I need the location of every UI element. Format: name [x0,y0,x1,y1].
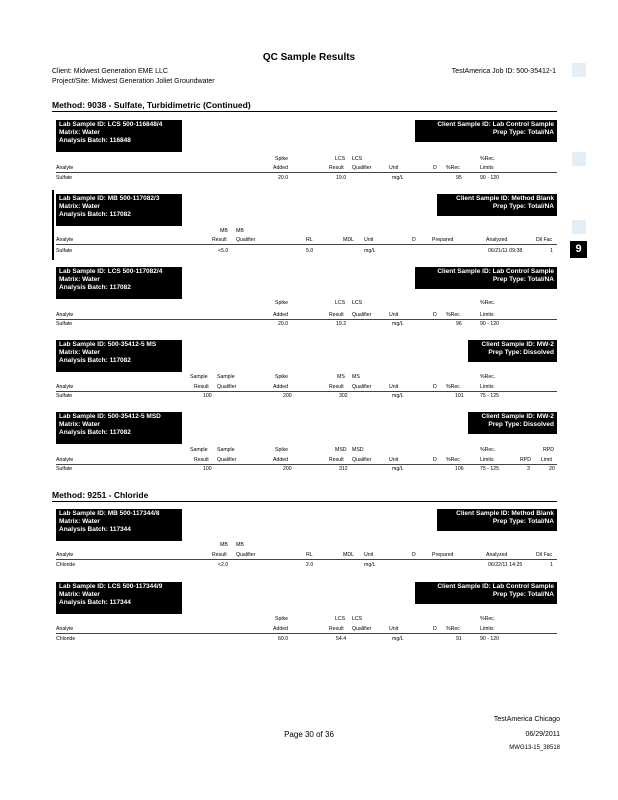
header-rule [56,391,557,392]
col-head: D [412,552,416,558]
col-head: Qualifier [217,457,237,463]
col-head: Result [329,457,344,463]
col-head: Unit [389,312,399,318]
col-head: Added [273,165,289,171]
value-cell: mg/L [392,636,404,642]
lab-sample-id: Lab Sample ID: 500-35412-5 MS [59,341,157,348]
value-cell: 95 [456,175,462,181]
project-site: Project/Site: Midwest Generation Joliet Groundwater [52,78,215,85]
prep-type: Prep Type: Total/NA [492,129,554,137]
col-head: RL [306,237,313,243]
method-rule [52,501,557,502]
col-head: Limits [480,457,494,463]
value-cell: 302 [339,393,348,399]
col-head: Added [273,626,289,632]
side-tab-ghost [572,152,586,166]
col-head: D [433,457,437,463]
header-rule [56,172,557,173]
col-head: LCS [352,156,363,162]
col-head: Qualifier [352,457,372,463]
matrix: Matrix: Water [59,349,100,357]
col-head: Spike [275,156,288,162]
col-head: RL [306,552,313,558]
lab-sample-block [56,509,182,541]
analysis-batch: Analysis Batch: 117082 [59,429,131,437]
value-cell: 96 [456,321,462,327]
value-cell: 200 [283,466,292,472]
value-cell: mg/L [392,175,404,181]
value-cell: 1 [550,248,553,254]
analysis-batch: Analysis Batch: 117082 [59,211,131,219]
col-head: Analyte [56,626,74,632]
col-head: MDL [343,552,354,558]
analysis-batch: Analysis Batch: 117082 [59,357,131,365]
client-sample-id: Client Sample ID: Method Blank [456,195,554,202]
prep-type: Prep Type: Dissolved [488,349,554,357]
col-head: LCS [335,300,346,306]
client-sample-block [437,509,557,531]
prep-type: Prep Type: Total/NA [492,518,554,526]
change-bar [52,190,54,260]
value-cell: 2.0 [306,562,314,568]
col-head: Spike [275,447,288,453]
col-head: Unit [364,237,374,243]
col-head: MB [220,542,228,548]
col-head: Result [212,237,227,243]
col-head: D [433,312,437,318]
analyte-cell: Sulfate [56,248,73,254]
col-head: Result [194,457,209,463]
col-head: RPD [543,447,554,453]
col-head: LCS [335,616,346,622]
job-id: TestAmerica Job ID: 500-35412-1 [451,68,556,75]
client-sample-block [415,582,557,604]
col-head: Prepared [432,237,454,243]
col-head: Sample [190,447,208,453]
header-rule [56,319,557,320]
value-cell: 06/21/11 09:38 [488,248,523,254]
col-head: Qualifier [352,312,372,318]
value-cell: 100 [203,466,212,472]
col-head: Added [273,457,289,463]
col-head: Analyte [56,237,74,243]
col-head: Result [329,384,344,390]
lab-sample-block [56,340,182,372]
matrix: Matrix: Water [59,421,100,429]
col-head: Qualifier [236,237,256,243]
matrix: Matrix: Water [59,276,100,284]
matrix: Matrix: Water [59,203,100,211]
value-cell: 5.0 [306,248,314,254]
prep-type: Prep Type: Dissolved [488,421,554,429]
col-head: Added [273,384,289,390]
col-head: D [433,626,437,632]
lab-sample-id: Lab Sample ID: LCS 500-117082/4 [59,268,163,275]
col-head: LCS [352,616,363,622]
col-head: MS [352,374,360,380]
col-head: Result [329,626,344,632]
client-sample-id: Client Sample ID: Method Blank [456,510,554,517]
value-cell: 20 [549,466,555,472]
value-cell: 20.0 [278,175,289,181]
client-sample-block [468,340,557,362]
header-rule [56,559,557,560]
analysis-batch: Analysis Batch: 117344 [59,526,131,534]
matrix: Matrix: Water [59,129,100,137]
value-cell: 19.0 [336,175,347,181]
header-rule [56,244,557,245]
lab-sample-id: Lab Sample ID: 500-35412-5 MSD [59,413,161,420]
analyte-cell: Chloride [56,636,76,642]
document-id: MWG13-15_38518 [509,745,560,751]
col-head: Limits [480,384,494,390]
client-sample-block [437,194,557,216]
col-head: Qualifier [352,384,372,390]
client-sample-id: Client Sample ID: Lab Control Sample [437,121,554,128]
col-head: D [433,384,437,390]
matrix: Matrix: Water [59,518,100,526]
value-cell: <2.0 [218,562,229,568]
col-head: D [412,237,416,243]
col-head: Limit [541,457,552,463]
col-head: MS [337,374,345,380]
col-head: Limits [480,626,494,632]
col-head: Qualifier [352,165,372,171]
col-head: Spike [275,374,288,380]
col-head: Qualifier [217,384,237,390]
lab-sample-block [56,412,182,444]
page-title: QC Sample Results [262,52,356,63]
prep-type: Prep Type: Total/NA [492,276,554,284]
col-head: Dil Fac [536,552,553,558]
col-head: Analyte [56,457,74,463]
col-head: MSD [352,447,364,453]
value-cell: 75 - 125 [480,466,500,472]
col-head: Result [212,552,227,558]
col-head: Unit [389,626,399,632]
value-cell: 90 - 120 [480,321,500,327]
col-head: LCS [335,156,346,162]
value-cell: 200 [283,393,292,399]
value-cell: 3 [527,466,530,472]
lab-sample-id: Lab Sample ID: MB 500-117082/3 [59,195,160,202]
client-sample-block [415,267,557,289]
value-cell: mg/L [364,248,376,254]
col-head: Result [329,312,344,318]
client-sample-id: Client Sample ID: Lab Control Sample [437,268,554,275]
value-cell: 90 - 120 [480,175,500,181]
col-head: Dil Fac [536,237,553,243]
lab-sample-id: Lab Sample ID: MB 500-117344/8 [59,510,160,517]
col-head: Analyte [56,312,74,318]
col-head: LCS [352,300,363,306]
analysis-batch: Analysis Batch: 117344 [59,599,131,607]
col-head: Unit [389,457,399,463]
analysis-batch: Analysis Batch: 116848 [59,137,131,145]
method-heading: Method: 9251 - Chloride [52,490,149,500]
col-head: Analyzed [486,237,508,243]
col-head: RPD [520,457,531,463]
col-head: Analyzed [486,552,508,558]
value-cell: 91 [456,636,462,642]
lab-sample-block [56,194,182,226]
col-head: MB [236,228,244,234]
col-head: Limits [480,312,494,318]
client-name: Client: Midwest Generation EME LLC [52,68,168,75]
lab-sample-block [56,120,182,152]
col-head: Sample [217,374,235,380]
value-cell: 06/22/11 14:25 [488,562,523,568]
value-cell: 19.2 [336,321,347,327]
col-head: MB [220,228,228,234]
client-sample-block [468,412,557,434]
method-heading: Method: 9038 - Sulfate, Turbidimetric (Continued) [52,100,251,110]
col-head: Analyte [56,384,74,390]
value-cell: <5.0 [218,248,229,254]
value-cell: 20.0 [278,321,289,327]
analyte-cell: Sulfate [56,393,73,399]
col-head: Unit [389,384,399,390]
value-cell: 1 [550,562,553,568]
value-cell: 101 [455,393,464,399]
lab-sample-id: Lab Sample ID: LCS 500-117344/9 [59,583,163,590]
col-head: Analyte [56,552,74,558]
value-cell: 90 - 120 [480,636,500,642]
analyte-cell: Sulfate [56,175,73,181]
col-head: %Rec [446,384,460,390]
col-head: Added [273,312,289,318]
col-head: Qualifier [236,552,256,558]
footer-date: 06/29/2011 [525,731,560,738]
col-head: %Rec [446,457,460,463]
col-head: %Rec [446,626,460,632]
col-head: %Rec. [480,156,496,162]
value-cell: mg/L [364,562,376,568]
col-head: Spike [275,616,288,622]
col-head: D [433,165,437,171]
prep-type: Prep Type: Total/NA [492,203,554,211]
side-tab-ghost [572,63,586,77]
col-head: %Rec. [480,616,496,622]
value-cell: 75 - 125 [480,393,500,399]
col-head: Prepared [432,552,454,558]
header-rule [56,633,557,634]
col-head: %Rec [446,312,460,318]
col-head: Spike [275,300,288,306]
value-cell: mg/L [392,393,404,399]
col-head: %Rec [446,165,460,171]
lab-sample-id: Lab Sample ID: LCS 500-116848/4 [59,121,163,128]
client-sample-id: Client Sample ID: Lab Control Sample [437,583,554,590]
col-head: MSD [335,447,347,453]
col-head: Unit [364,552,374,558]
side-tab-ghost [572,220,586,234]
col-head: %Rec. [480,447,496,453]
value-cell: 60.0 [278,636,289,642]
method-rule [52,111,557,112]
col-head: %Rec. [480,374,496,380]
col-head: %Rec. [480,300,496,306]
col-head: Analyte [56,165,74,171]
value-cell: mg/L [392,466,404,472]
client-sample-block [415,120,557,142]
col-head: Result [329,165,344,171]
footer-lab: TestAmerica Chicago [493,716,560,723]
col-head: Result [194,384,209,390]
analyte-cell: Sulfate [56,466,73,472]
prep-type: Prep Type: Total/NA [492,591,554,599]
col-head: MB [236,542,244,548]
lab-sample-block [56,267,182,299]
col-head: Unit [389,165,399,171]
analysis-batch: Analysis Batch: 117082 [59,284,131,292]
page-number: Page 30 of 36 [284,730,334,739]
col-head: Sample [190,374,208,380]
side-tab-9: 9 [570,241,587,258]
value-cell: 100 [203,393,212,399]
col-head: Qualifier [352,626,372,632]
value-cell: 54.4 [336,636,347,642]
value-cell: 312 [339,466,348,472]
matrix: Matrix: Water [59,591,100,599]
col-head: MDL [343,237,354,243]
client-sample-id: Client Sample ID: MW-2 [481,413,554,420]
value-cell: mg/L [392,321,404,327]
lab-sample-block [56,582,182,614]
header-rule [56,464,557,465]
analyte-cell: Chloride [56,562,76,568]
col-head: Limits [480,165,494,171]
client-sample-id: Client Sample ID: MW-2 [481,341,554,348]
col-head: Sample [217,447,235,453]
analyte-cell: Sulfate [56,321,73,327]
value-cell: 106 [455,466,464,472]
